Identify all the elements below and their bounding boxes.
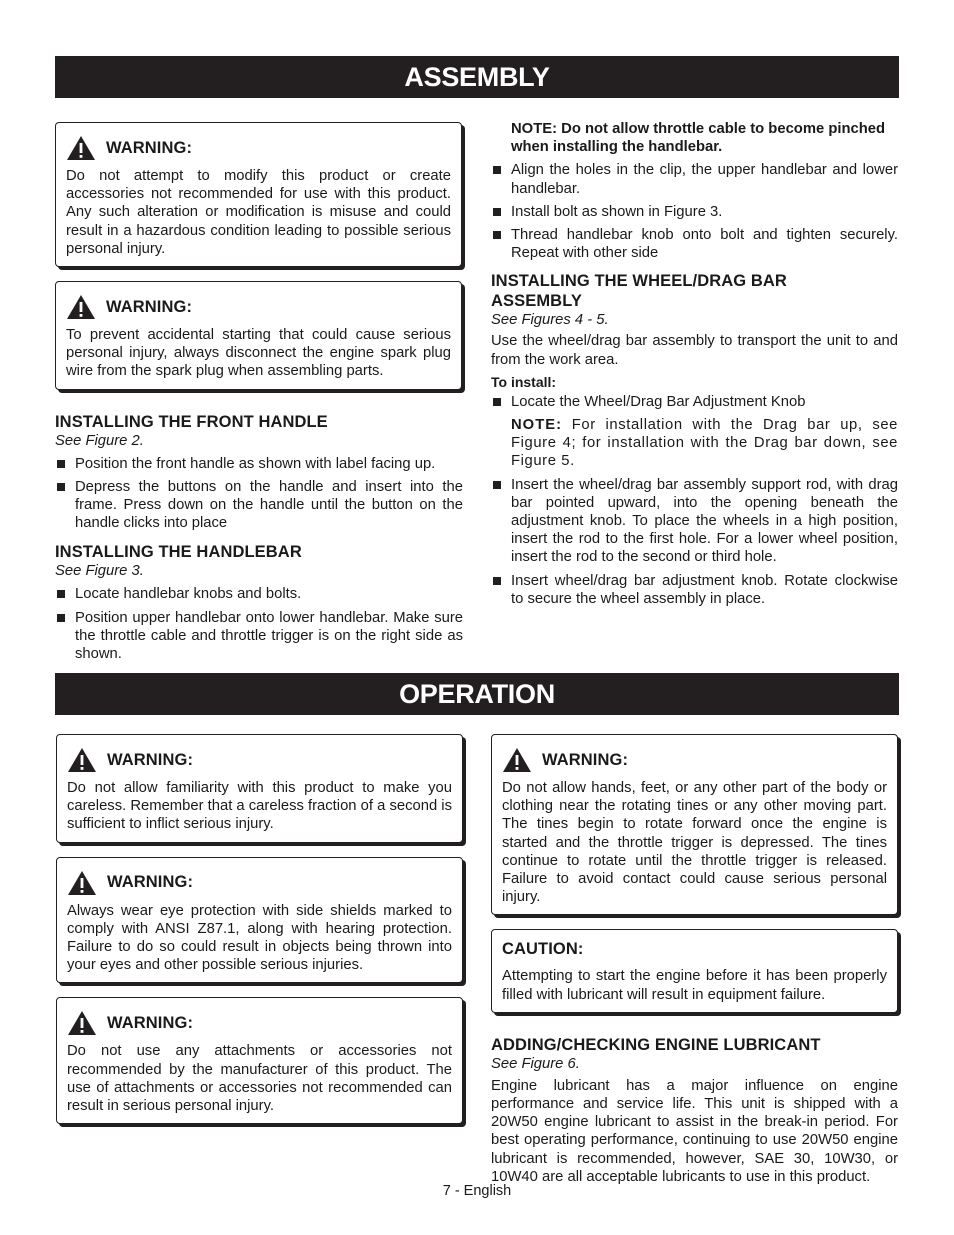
warning-text: Do not allow hands, feet, or any other part of the body or clothing near the rotating tines or any other moving part. The tines begin to rotate forward once the engine is started and the throttle trigger is depressed. The tines continue to rotate until the throttle trigger is released. Failure to avoid contact could cause serious personal injury. bbox=[502, 780, 887, 906]
handlebar-heading: INSTALLING THE HANDLEBAR bbox=[55, 543, 302, 562]
warning-text: To prevent accidental starting that could cause serious personal injury, always disconnect the engine spark plug wire from the spark plug when assembling parts. bbox=[66, 327, 451, 380]
see-figure: See Figures 4 - 5. bbox=[491, 312, 609, 329]
warning-text: Do not attempt to modify this product or create accessories not recommended for use with this product. Any such alteration or modification is misuse and could result in a hazardous condition leading to possible serious personal injury. bbox=[66, 168, 451, 257]
list-item: Install bolt as shown in Figure 3. bbox=[491, 203, 898, 221]
see-figure: See Figure 6. bbox=[491, 1055, 580, 1072]
drag-bar-note bbox=[491, 416, 898, 471]
warning-triangle-icon bbox=[67, 1010, 97, 1036]
list-item: Position upper handlebar onto lower handlebar. Make sure the throttle cable and throttle trigger is on the right side as shown. bbox=[55, 609, 463, 664]
list-item: Thread handlebar knob onto bolt and tighten securely. Repeat with other side bbox=[491, 226, 898, 262]
caution-box bbox=[491, 929, 898, 1012]
warning-label: WARNING: bbox=[106, 138, 193, 157]
list-item: Align the holes in the clip, the upper handlebar and lower handlebar. bbox=[491, 161, 898, 197]
handlebar-steps-continued bbox=[491, 161, 898, 262]
warning-box bbox=[56, 997, 463, 1124]
list-item: Insert wheel/drag bar adjustment knob. Rotate clockwise to secure the wheel assembly in place. bbox=[491, 572, 898, 608]
warning-box bbox=[55, 281, 462, 390]
assembly-right-column bbox=[491, 120, 898, 608]
wheel-steps bbox=[491, 393, 898, 411]
assembly-banner: ASSEMBLY bbox=[55, 56, 899, 98]
to-install-label: To install: bbox=[491, 373, 557, 390]
wheel-steps-continued bbox=[491, 476, 898, 608]
wheel-intro: Use the wheel/drag bar assembly to transport the unit to and from the work area. bbox=[491, 333, 898, 368]
note-label: NOTE: bbox=[511, 417, 563, 434]
list-item: Position the front handle as shown with label facing up. bbox=[55, 455, 463, 473]
warning-label: WARNING: bbox=[107, 873, 194, 892]
list-item: Insert the wheel/drag bar assembly support rod, with drag bar pointed upward, into the opening beneath the adjustment knob. To place the wheels in a high position, insert the rod to the first hole. For a lower wheel position, insert the rod to the second or third hole. bbox=[491, 476, 898, 567]
handlebar-steps bbox=[55, 585, 463, 663]
front-handle-steps bbox=[55, 455, 463, 533]
wheel-heading: INSTALLING THE WHEEL/DRAG BAR ASSEMBLY bbox=[491, 272, 787, 311]
caution-label: CAUTION: bbox=[502, 940, 584, 959]
operation-right-column bbox=[491, 734, 898, 1186]
note-text: For installation with the Drag bar up, see Figure 4; for installation with the Drag bar down, see Figure 5. bbox=[511, 417, 898, 470]
warning-triangle-icon bbox=[66, 294, 96, 320]
see-figure: See Figure 2. bbox=[55, 432, 144, 449]
warning-label: WARNING: bbox=[107, 1013, 194, 1032]
see-figure: See Figure 3. bbox=[55, 563, 144, 580]
lubricant-heading: ADDING/CHECKING ENGINE LUBRICANT bbox=[491, 1035, 821, 1054]
warning-text: Always wear eye protection with side shields marked to comply with ANSI Z87.1, along with hearing protection. Failure to do so could result in objects being thrown into your eyes and other possible serious injuries. bbox=[67, 902, 452, 974]
warning-triangle-icon bbox=[67, 870, 97, 896]
warning-text: Do not allow familiarity with this product to make you careless. Remember that a careless fraction of a second is sufficient to inflict serious injury. bbox=[67, 780, 452, 833]
warning-box bbox=[55, 122, 462, 267]
list-item: Depress the buttons on the handle and insert into the frame. Press down on the handle until the button on the handle clicks into place bbox=[55, 478, 463, 533]
warning-box bbox=[56, 857, 463, 984]
operation-left-column bbox=[56, 734, 464, 1124]
page-number: 7 - English bbox=[442, 1183, 512, 1199]
front-handle-heading: INSTALLING THE FRONT HANDLE bbox=[55, 412, 328, 431]
warning-triangle-icon bbox=[67, 747, 97, 773]
warning-box bbox=[491, 734, 898, 915]
warning-label: WARNING: bbox=[542, 750, 629, 769]
caution-text: Attempting to start the engine before it has been properly filled with lubricant will result in equipment failure. bbox=[502, 968, 887, 1003]
lubricant-text: Engine lubricant has a major influence on engine performance and service life. This unit is shipped with a 20W50 engine lubricant to assist in the break-in period. For best operating performance, continuing to use 20W50 engine lubricant is recommended, however, SAE 30, 10W30, or 10W40 are all acceptable lubricants to use in this product. bbox=[491, 1077, 898, 1185]
warning-label: WARNING: bbox=[107, 750, 194, 769]
pinch-note: NOTE: Do not allow throttle cable to become pinched when installing the handlebar. bbox=[511, 121, 886, 156]
warning-text: Do not use any attachments or accessories not recommended by the manufacturer of this product. The use of attachments or accessories not recommended can result in serious personal injury. bbox=[67, 1043, 452, 1115]
warning-box bbox=[56, 734, 463, 843]
warning-triangle-icon bbox=[502, 747, 532, 773]
operation-banner: OPERATION bbox=[55, 673, 899, 715]
warning-label: WARNING: bbox=[106, 297, 193, 316]
warning-triangle-icon bbox=[66, 135, 96, 161]
list-item: Locate the Wheel/Drag Bar Adjustment Knob bbox=[491, 393, 898, 411]
assembly-left-column bbox=[55, 122, 463, 663]
list-item: Locate handlebar knobs and bolts. bbox=[55, 585, 463, 603]
